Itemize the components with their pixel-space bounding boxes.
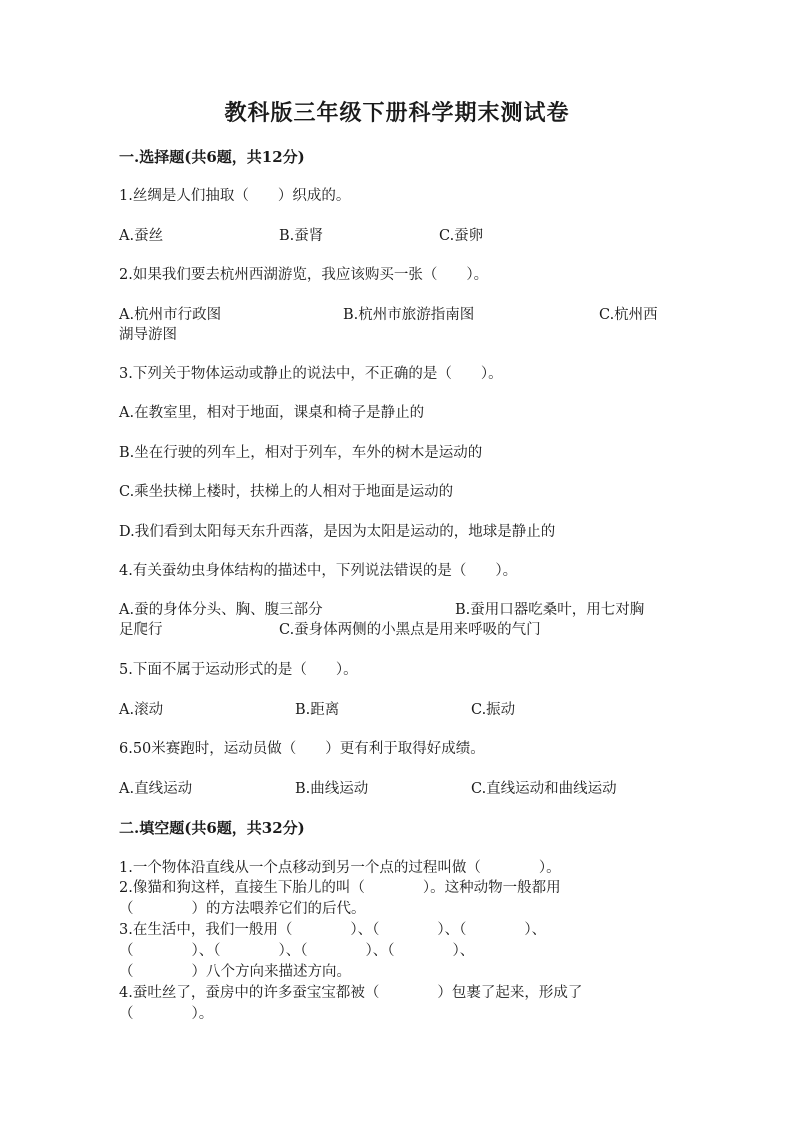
question-6-option-b: B.曲线运动 [295,781,369,797]
question-6-option-a: A.直线运动 [119,781,193,797]
question-3-option-a: A.在教室里，相对于地面，课桌和椅子是静止的 [119,405,425,421]
question-4-option-c: C.蚕身体两侧的小黑点是用来呼吸的气门 [279,622,541,638]
question-5-option-b: B.距离 [295,702,340,718]
fill-question-3-line-2: （ ）、（ ）、（ ）、（ ）、 [119,943,475,959]
question-1-option-a: A.蚕丝 [119,228,164,244]
fill-question-2-line-1: 2.像猫和狗这样，直接生下胎儿的叫（ ）。这种动物一般都用 [119,880,561,896]
question-5-stem: 5.下面不属于运动形式的是（ ）。 [119,662,358,678]
question-2-stem: 2.如果我们要去杭州西湖游览，我应该购买一张（ ）。 [119,267,489,283]
fill-question-3-line-3: （ ）八个方向来描述方向。 [119,964,351,980]
question-1-option-c: C.蚕卵 [439,228,484,244]
question-6-option-c: C.直线运动和曲线运动 [471,781,617,797]
question-4-stem: 4.有关蚕幼虫身体结构的描述中，下列说法错误的是（ ）。 [119,563,518,579]
question-5-option-c: C.振动 [471,702,516,718]
question-2-option-a: A.杭州市行政图 [119,307,222,323]
question-4-option-b-continued: 足爬行 [119,622,163,638]
question-6-stem: 6.50米赛跑时，运动员做（ ）更有利于取得好成绩。 [119,741,485,757]
fill-question-4-line-1: 4.蚕吐丝了，蚕房中的许多蚕宝宝都被（ ）包裹了起来，形成了 [119,985,583,1001]
fill-question-1: 1.一个物体沿直线从一个点移动到另一个点的过程叫做（ ）。 [119,860,561,876]
question-4-option-a: A.蚕的身体分头、胸、腹三部分 [119,602,323,618]
question-3-stem: 3.下列关于物体运动或静止的说法中，不正确的是（ ）。 [119,366,503,382]
question-1-option-b: B.蚕肾 [279,228,324,244]
question-2-option-c-continued: 湖导游图 [119,327,177,343]
question-3-option-d: D.我们看到太阳每天东升西落，是因为太阳是运动的，地球是静止的 [119,524,556,540]
fill-question-4-line-2: （ ）。 [119,1006,214,1022]
fill-question-2-line-2: （ ）的方法喂养它们的后代。 [119,901,366,917]
question-2-option-b: B.杭州市旅游指南图 [343,307,475,323]
page-title: 教科版三年级下册科学期末测试卷 [224,100,570,126]
question-1-stem: 1.丝绸是人们抽取（ ）织成的。 [119,188,351,204]
question-3-option-b: B.坐在行驶的列车上，相对于列车，车外的树木是运动的 [119,445,483,461]
section-heading-choice: 一.选择题(共6题，共12分) [119,148,305,166]
question-3-option-c: C.乘坐扶梯上楼时，扶梯上的人相对于地面是运动的 [119,484,454,500]
question-4-option-b: B.蚕用口器吃桑叶，用七对胸 [455,602,645,618]
question-5-option-a: A.滚动 [119,702,164,718]
section-heading-fill-in: 二.填空题(共6题，共32分) [119,819,305,837]
question-2-option-c: C.杭州西 [599,307,658,323]
fill-question-3-line-1: 3.在生活中，我们一般用（ ）、（ ）、（ ）、 [119,922,547,938]
